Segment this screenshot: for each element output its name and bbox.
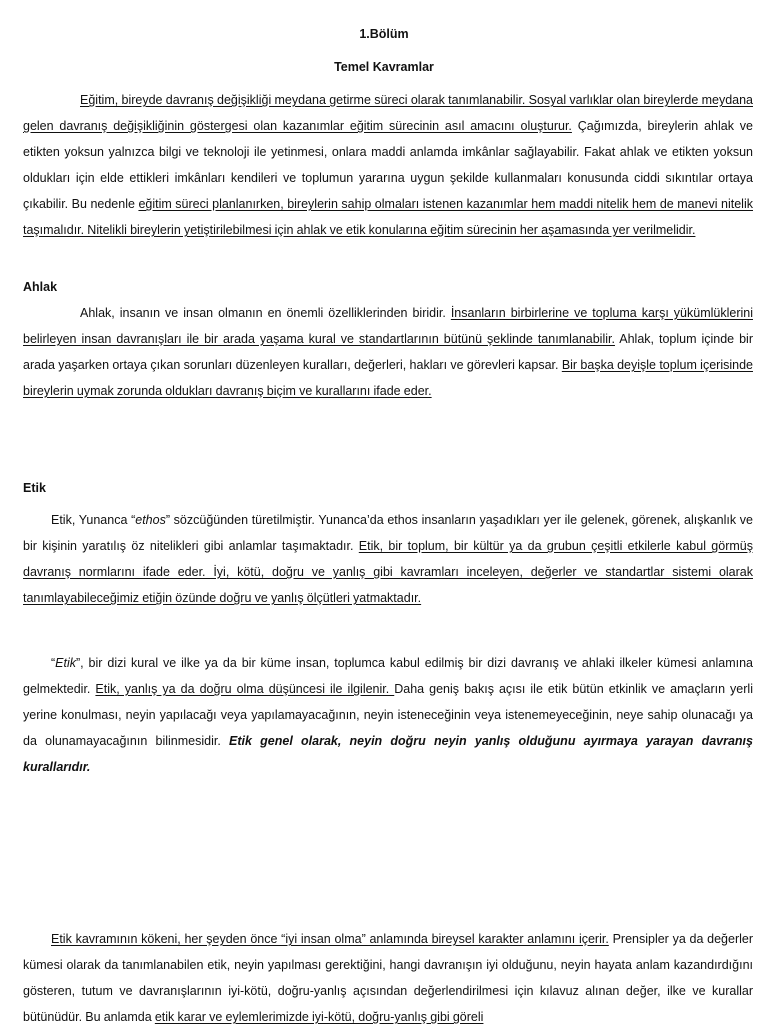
chapter-title: 1.Bölüm <box>359 27 409 41</box>
intro-sentence-3: eğitim süreci planlanırken, bireylerin sahip olmaları istenen kazanımlar hem maddi nitelik hem de manevi nitelik taşımalıdır. Nitelikli bireylerin yetiştirilebilmesi için ahlak ve etik konularına eğitim sürecinin her aşamasında yer verilmelidir. <box>23 197 753 237</box>
ahlak-sentence-2: İnsanların birbirlerine ve topluma karşı yükümlüklerini belirleyen insan davranışları ile bir arada yaşama kural ve standartlarının bütünü şeklinde tanımlanabilir. <box>23 306 753 346</box>
intro-sentence-1: Eğitim, bireyde davranış değişikliği meydana getirme süreci olarak tanımlanabilir. Sosyal varlıklar olan bireylerde meydana gelen davranış değişikliğinin göstergesi olan kazanımlar eğitim sürecinin asıl amacını oluşturur. <box>23 93 753 133</box>
ahlak-sentence-1: Ahlak, insanın ve insan olmanın en önemli özelliklerinden biridir. <box>80 306 451 320</box>
etik-paragraph-2 <box>23 650 753 780</box>
ahlak-paragraph <box>23 300 753 404</box>
etik-p2-quote: “ <box>51 656 56 670</box>
etik-p3-underlined-2: etik karar ve eylemlerimizde iyi-kötü, doğru-yanlış gibi göreli <box>154 1010 484 1024</box>
etik-p2-text-b: Daha geniş bakış açısı ile etik bütün etkinlik ve amaçların yerli yerine konulması, neyin yapılacağı veya yapılamayacağının, neyin isteneceğinin veya istenemeyeceğinin, neye sahip olunacağı ya da olunamayacağının bilinmesidir. <box>23 682 753 748</box>
etik-p2-underlined: Etik, yanlış ya da doğru olma düşüncesi ile ilgilenir. <box>95 682 395 696</box>
etik-p2-bold-italic: Etik genel olarak, neyin doğru neyin yanlış olduğunu ayırmaya yarayan davranış kurallarıdır. <box>23 734 753 774</box>
etik-p3-underlined-1: Etik kavramının kökeni, her şeyden önce “iyi insan olma” anlamında bireysel karakter anlamını içerir. <box>51 932 609 946</box>
etik-p1-underlined: Etik, bir toplum, bir kültür ya da grubun çeşitli etkilerle kabul görmüş davranış normlarını ifade eder. İyi, kötü, doğru ve yanlış gibi kavramları inceleyen, değerler ve standartlar sistemi olarak tanımlayabileceğimiz etiğin özünde doğru ve yanlış ölçütleri yatmaktadır. <box>23 539 753 605</box>
ahlak-sentence-4: Bir başka deyişle toplum içerisinde bireylerin uymak zorunda oldukları davranış biçim ve kurallarını ifade eder. <box>23 358 753 398</box>
intro-paragraph <box>23 87 753 243</box>
section-title: Temel Kavramlar <box>334 60 434 74</box>
etik-paragraph-1 <box>23 507 753 611</box>
etik-p1-text-a: Etik, Yunanca “ <box>51 513 136 527</box>
etik-heading: Etik <box>23 481 46 495</box>
etik-p1-ethos: ethos <box>135 513 166 527</box>
etik-p2-text-a: ”, bir dizi kural ve ilke ya da bir küme insan, toplumca kabul edilmiş bir dizi davranış ve ahlaki ilkeler kümesi anlamına gelmektedir. <box>23 656 753 696</box>
ahlak-heading: Ahlak <box>23 280 58 294</box>
etik-paragraph-3 <box>23 926 753 1030</box>
etik-p3-text-a: Prensipler ya da değerler kümesi olarak da tanımlanabilen etik, neyin yapılması gerektiğini, hangi davranışın iyi olduğunu, neyin hayata anlam kazandırdığını gösteren, tutum ve davranışlarının iyi-kötü, doğru-yanlış açısından değerlendirilmesi için kılavuz alınan değer, ilke ve kurallar bütünüdür. Bu anlamda <box>23 932 754 1024</box>
intro-sentence-2: Çağımızda, bireylerin ahlak ve etikten yoksun yalnızca bilgi ve teknoloji ile yetinmesi, onlara maddi anlamda imkânlar sağlayabilir. Fakat ahlak ve etikten yoksun oldukları için elde ettikleri imkânları kendileri ve toplumun yararına uygun şekilde kullanmaları konusunda ciddi sıkıntılar ortaya çıkabilir. Bu nedenle <box>23 119 753 211</box>
etik-p2-etik: Etik <box>55 656 77 670</box>
ahlak-sentence-3: Ahlak, toplum içinde bir arada yaşarken ortaya çıkan sorunları düzenleyen kuralları, değerleri, hakları ve görevleri kapsar. <box>23 332 753 372</box>
etik-p1-text-b: ” sözcüğünden türetilmiştir. Yunanca’da ethos insanların yaşadıkları yer ile gelenek, görenek, alışkanlık ve bir kişinin yaratılış öz nitelikleri gibi anlamlar taşımaktadır. <box>23 513 753 553</box>
